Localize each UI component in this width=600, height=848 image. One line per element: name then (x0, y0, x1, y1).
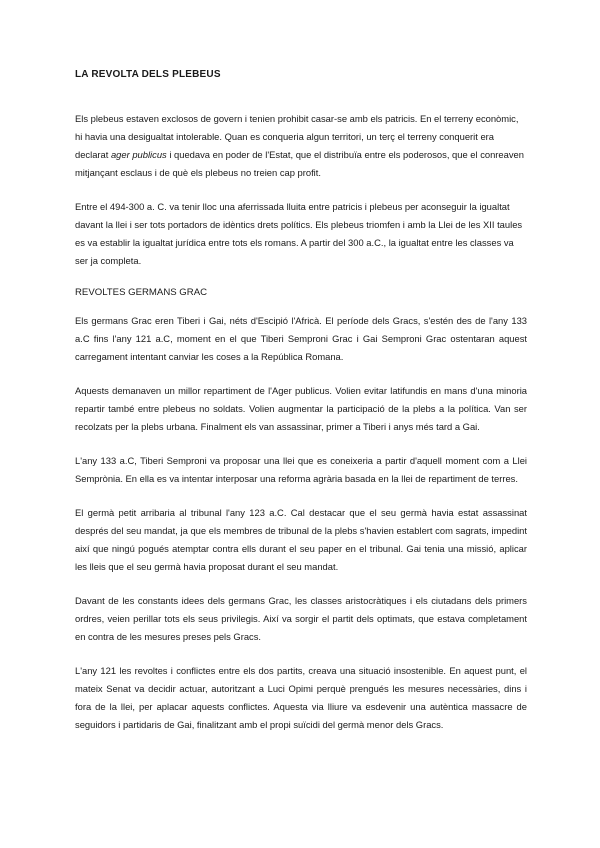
section-paragraph-1: Els germans Grac eren Tiberi i Gai, néts d'Escipió l'Africà. El període dels Gracs, s'estén des de l'any 133 a.C fins l'any 121 a.C, moment en el que Tiberi Semproni Grac i Gai Semproni Grac ostentaran aquest carregament intentant canviar les coses a la República Romana. (75, 315, 527, 362)
section-paragraph-2: Aquests demanaven un millor repartiment de l'Ager publicus. Volien evitar latifundis en mans d'una minoria repartir també entre plebeus no soldats. Volien augmentar la participació de la plebs a la política. Van ser recolzats per la plebs urbana. Finalment els van assassinar, primer a Tiberi i anys més tard a Gai. (75, 385, 527, 432)
intro-paragraph-1-text-after: i quedava en poder de l'Estat, que el distribuïa entre els poderosos, que el conreaven mitjançant esclaus i de què els plebeus no treien cap profit. (75, 149, 524, 178)
intro-paragraph-2: Entre el 494-300 a. C. va tenir lloc una aferrissada lluita entre patricis i plebeus per aconseguir la igualtat davant la llei i ser tots portadors de idèntics drets polítics. Els plebeus triomfen i amb la Llei de les XII taules es va establir la igualtat jurídica entre tots els romans. A partir del 300 a.C., la igualtat entre les classes va ser ja completa. (75, 201, 523, 266)
section-paragraph-6: L'any 121 les revoltes i conflictes entre els dos partits, creava una situació insostenible. En aquest punt, el mateix Senat va decidir actuar, autoritzant a Luci Opimi perquè prengués les mesures necessàries, dins i fora de la llei, per aplacar aquests conflictes. Aquesta via lliure va esdevenir una autèntica massacre de seguidors i partidaris de Gai, finalitzant amb el propi suïcidi del germà menor dels Gracs. (75, 665, 527, 730)
document-title: LA REVOLTA DELS PLEBEUS (75, 69, 221, 80)
intro-paragraph-1-text-before: Els plebeus estaven exclosos de govern i tenien prohibit casar-se amb els patricis. En el terreny econòmic, hi havia una desigualtat intolerable. Quan es conqueria algun territori, un terç el terreny conquerit era declarat (75, 113, 519, 160)
section-paragraph-4: El germà petit arribaria al tribunal l'any 123 a.C. Cal destacar que el seu germà havia estat assassinat després del seu mandat, ja que els membres de tribunal de la plebs s'havien establert com sagrats, impedint així que ningú pogués atemptar contra ells durant el seu paper en el tribunal. Gai tenia una missió, aplicar les lleis que el seu germà havia proposat durant el seu mandat. (75, 507, 527, 572)
document-page (75, 68, 527, 750)
section-heading: REVOLTES GERMANS GRAC (75, 287, 208, 298)
section-paragraph-5: Davant de les constants idees dels germans Grac, les classes aristocràtiques i els ciutadans dels primers ordres, veien perillar tots els seus privilegis. Així va sorgir el partit dels optimats, que estava completament en contra de les mesures preses pels Gracs. (75, 595, 527, 642)
section-paragraph-3: L'any 133 a.C, Tiberi Semproni va proposar una llei que es coneixeria a partir d'aquell moment com a Llei Semprònia. En ella es va intentar interposar una reforma agrària basada en la llei de repartiment de terres. (75, 455, 527, 484)
ager-publicus-term: ager publicus (110, 149, 167, 160)
intro-paragraph-1 (75, 110, 527, 182)
